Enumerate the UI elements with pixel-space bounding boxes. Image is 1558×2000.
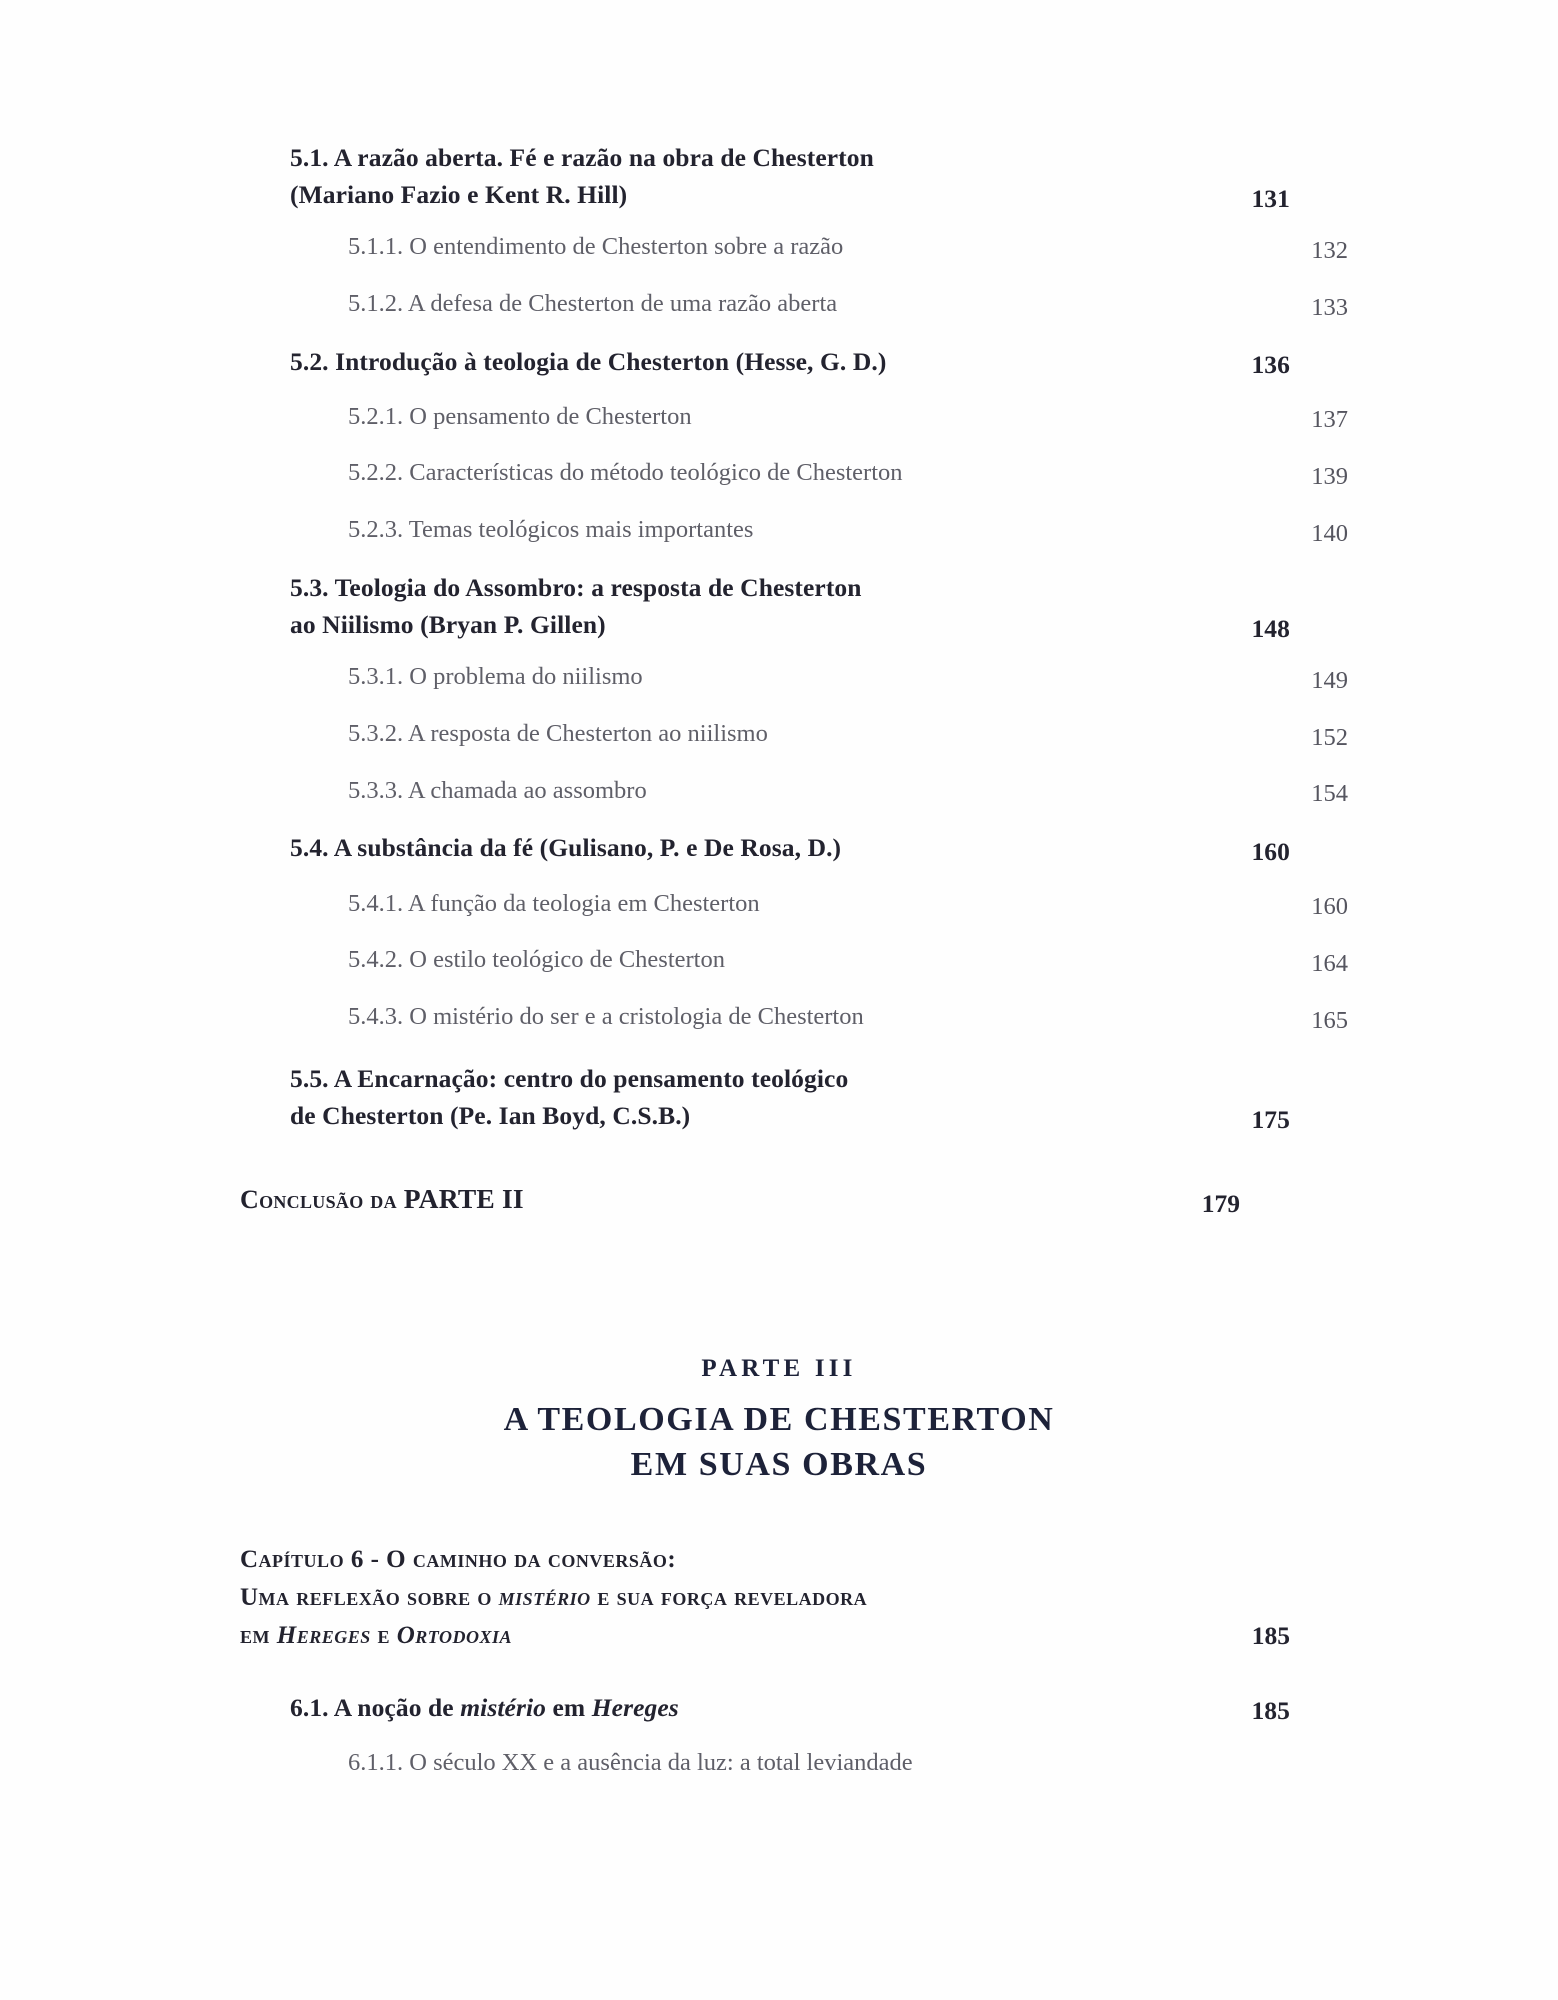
entry-6-1-italic-1: mistério bbox=[460, 1693, 547, 1722]
toc-entry-title bbox=[290, 1061, 866, 1135]
toc-entry-title: 5.4.3. O mistério do ser e a cristologia de Chesterton bbox=[348, 1003, 864, 1031]
toc-entry-title: 5.1.1. O entendimento de Chesterton sobre a razão bbox=[348, 232, 844, 260]
chapter-6-line2-italic: mistério bbox=[498, 1584, 591, 1611]
toc-entry-5-1-2[interactable] bbox=[348, 287, 1348, 322]
toc-entry-5-5[interactable] bbox=[290, 1061, 1290, 1135]
toc-page-number: 132 bbox=[1311, 236, 1348, 264]
toc-entry-5-4-3[interactable] bbox=[348, 1000, 1348, 1035]
toc-entry-title bbox=[290, 570, 880, 644]
part-title bbox=[0, 1397, 1558, 1487]
toc-page-number: 137 bbox=[1311, 406, 1348, 434]
toc-page-number: 160 bbox=[1251, 836, 1290, 866]
entry-6-1-prefix: 6.1. A noção de bbox=[290, 1693, 461, 1722]
toc-page-number: 148 bbox=[1251, 613, 1290, 643]
toc-entry-title: 5.3.3. A chamada ao assombro bbox=[348, 776, 647, 804]
toc-page-number: 185 bbox=[1251, 1620, 1290, 1650]
toc-entry-title: 5.2.3. Temas teológicos mais importantes bbox=[348, 516, 754, 544]
toc-page-number: 175 bbox=[1251, 1104, 1290, 1134]
chapter-6-title-line: Capítulo 6 - O caminho da conversão: bbox=[240, 1545, 677, 1573]
toc-entry-5-4[interactable] bbox=[290, 830, 1290, 866]
toc-page-number: 164 bbox=[1311, 950, 1348, 978]
toc-entry-6-1[interactable] bbox=[290, 1690, 1290, 1726]
toc-entry-title: 6.1.1. O século XX e a ausência da luz: a total leviandade bbox=[348, 1749, 913, 1777]
toc-entry-title: 5.2. Introdução à teologia de Chesterton (Hesse, G. D.) bbox=[290, 346, 887, 376]
toc-entry-5-1[interactable] bbox=[290, 140, 1290, 214]
toc-title-line: ao Niilismo (Bryan P. Gillen) bbox=[290, 610, 606, 640]
toc-entry-title: 5.1.2. A defesa de Chesterton de uma razão aberta bbox=[348, 289, 838, 317]
toc-entry-5-4-2[interactable] bbox=[348, 943, 1348, 978]
toc-entry-title: 5.3.1. O problema do niilismo bbox=[348, 662, 643, 690]
toc-entry-5-3-3[interactable] bbox=[348, 774, 1348, 809]
chapter-6-line2-suffix: e sua força reveladora bbox=[590, 1584, 868, 1611]
entry-6-1-mid: em bbox=[546, 1693, 592, 1722]
chapter-6-title-line bbox=[240, 1579, 867, 1617]
toc-entry-title: 5.4.1. A função da teologia em Chesterton bbox=[348, 889, 760, 917]
toc-entry-title bbox=[290, 140, 892, 214]
toc-entry-title: 5.3.2. A resposta de Chesterton ao niilismo bbox=[348, 719, 768, 747]
toc-title-line: 5.5. A Encarnação: centro do pensamento teológico bbox=[290, 1063, 849, 1093]
toc-page-number: 185 bbox=[1251, 1696, 1290, 1726]
entry-6-1-italic-2: Hereges bbox=[591, 1693, 679, 1722]
toc-page-number: 149 bbox=[1311, 666, 1348, 694]
toc-page-number: 165 bbox=[1311, 1006, 1348, 1034]
toc-title-line: de Chesterton (Pe. Ian Boyd, C.S.B.) bbox=[290, 1100, 691, 1130]
conclusion-prefix: Conclusão da bbox=[240, 1184, 404, 1214]
part-title-line-1: A TEOLOGIA DE CHESTERTON bbox=[503, 1401, 1055, 1438]
part-heading-block bbox=[0, 1355, 1558, 1487]
toc-page-number: 152 bbox=[1311, 723, 1348, 751]
chapter-6-line-1 bbox=[240, 1540, 1290, 1578]
toc-entry-title: 5.2.2. Características do método teológico de Chesterton bbox=[348, 459, 903, 487]
toc-entry-5-3-2[interactable] bbox=[348, 717, 1348, 752]
toc-page-number: 131 bbox=[1251, 183, 1290, 213]
chapter-6-line-3 bbox=[240, 1617, 1290, 1655]
toc-entry-5-3[interactable] bbox=[290, 570, 1290, 644]
toc-page-number: 136 bbox=[1251, 349, 1290, 379]
chapter-6-line-2 bbox=[240, 1578, 1290, 1616]
toc-title-line: 5.1. A razão aberta. Fé e razão na obra de Chesterton bbox=[290, 143, 874, 172]
toc-entry-6-1-1[interactable] bbox=[348, 1746, 1348, 1781]
toc-entry-title bbox=[290, 1690, 697, 1726]
toc-entry-5-3-1[interactable] bbox=[348, 660, 1348, 695]
toc-entry-title: 5.4.2. O estilo teológico de Chesterton bbox=[348, 946, 725, 974]
toc-entry-title: 5.4. A substância da fé (Gulisano, P. e De Rosa, D.) bbox=[290, 833, 842, 863]
toc-entry-5-2-2[interactable] bbox=[348, 456, 1348, 491]
toc-page-number: 160 bbox=[1311, 893, 1348, 921]
toc-page-number: 179 bbox=[1201, 1188, 1240, 1218]
toc-entry-5-2-3[interactable] bbox=[348, 513, 1348, 548]
chapter-6-heading[interactable] bbox=[240, 1540, 1290, 1655]
part-title-line-2: EM SUAS OBRAS bbox=[630, 1446, 928, 1484]
toc-page-number: 140 bbox=[1311, 520, 1348, 548]
toc-entry-5-4-1[interactable] bbox=[348, 887, 1348, 922]
part-label: PARTE III bbox=[701, 1355, 857, 1382]
toc-title-line: (Mariano Fazio e Kent R. Hill) bbox=[290, 179, 628, 209]
chapter-6-line3-mid: e bbox=[370, 1622, 397, 1650]
chapter-6-line3-prefix: em bbox=[240, 1622, 277, 1650]
toc-entry-title: 5.2.1. O pensamento de Chesterton bbox=[348, 402, 692, 430]
table-of-contents-list bbox=[240, 140, 1348, 1219]
toc-page-number: 133 bbox=[1311, 293, 1348, 321]
chapter-6-title-line bbox=[240, 1617, 512, 1655]
toc-entry-5-2-1[interactable] bbox=[348, 400, 1348, 435]
conclusion-title bbox=[240, 1179, 542, 1219]
chapter-6-line3-italic-2: Ortodoxia bbox=[396, 1622, 512, 1650]
chapter-6-line2-prefix: Uma reflexão sobre o bbox=[240, 1584, 499, 1611]
toc-title-line: 5.3. Teologia do Assombro: a resposta de Chesterton bbox=[290, 573, 862, 603]
toc-entry-5-1-1[interactable] bbox=[348, 230, 1348, 265]
toc-page-number: 154 bbox=[1311, 780, 1348, 808]
section-6-list bbox=[290, 1690, 1290, 1801]
chapter-6-line3-italic-1: Hereges bbox=[276, 1622, 371, 1650]
conclusion-emphasis: PARTE II bbox=[403, 1182, 524, 1214]
toc-entry-5-2[interactable] bbox=[290, 344, 1290, 380]
toc-entry-conclusion-part-ii[interactable] bbox=[240, 1179, 1240, 1219]
toc-page-number: 139 bbox=[1311, 463, 1348, 491]
